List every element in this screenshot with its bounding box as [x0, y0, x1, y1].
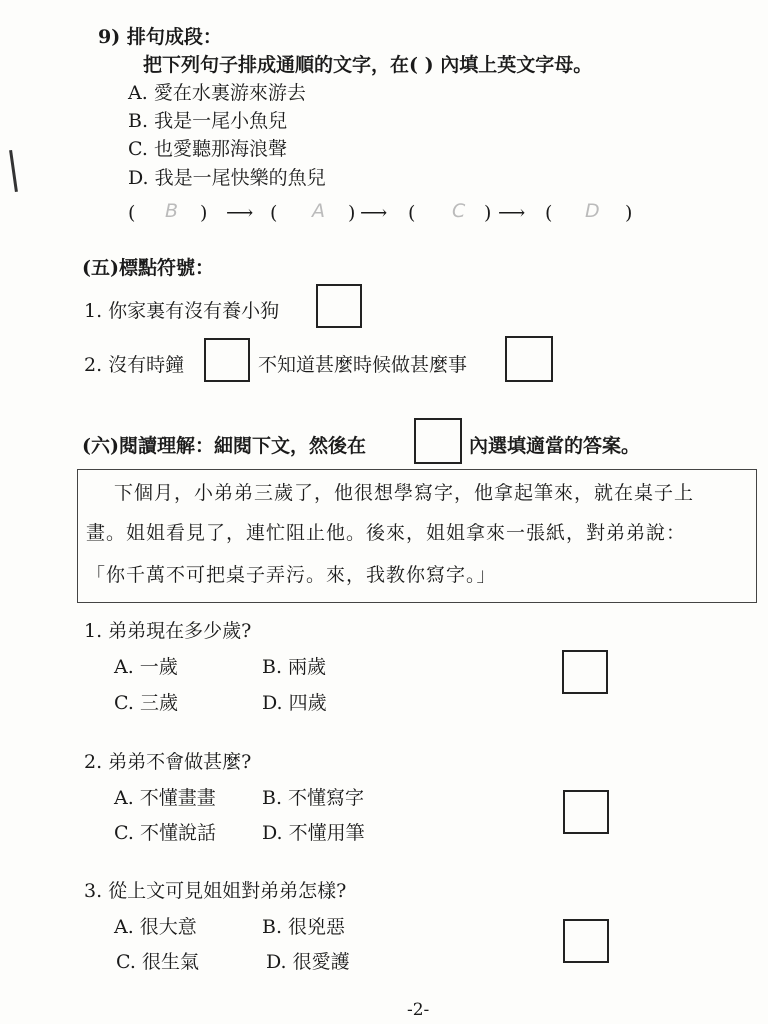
q1-option-c: C. 三歲: [114, 692, 178, 714]
answer-box-q1[interactable]: [316, 284, 362, 328]
passage-line-3: 「你千萬不可把桌子弄污。來，我教你寫字。」: [86, 564, 497, 586]
punctuation-q2b: 不知道甚麼時候做甚麼事: [258, 354, 468, 376]
option-letter: C.: [128, 138, 148, 160]
q2-option-b: B. 不懂寫字: [262, 787, 365, 809]
option-text: 也愛聽那海浪聲: [153, 138, 287, 160]
arrow-icon: ⟶: [360, 202, 388, 224]
answer-slot-2[interactable]: A: [312, 200, 325, 222]
answer-slot-4[interactable]: D: [585, 200, 600, 222]
q3-option-d: D. 很愛護: [266, 951, 350, 973]
answer-box-question-1[interactable]: [562, 650, 608, 694]
punctuation-q1: 1. 你家裏有沒有養小狗: [84, 300, 280, 322]
option-text: 我是一尾快樂的魚兒: [154, 167, 326, 189]
punctuation-q2a: 2. 沒有時鐘: [84, 354, 185, 376]
option-d: [128, 163, 326, 190]
page-number: -2-: [407, 1000, 430, 1020]
passage-line-2: 畫。姐姐看見了，連忙阻止他。後來，姐姐拿來一張紙，對弟弟說：: [86, 522, 687, 544]
question-3: 3. 從上文可見姐姐對弟弟怎樣?: [84, 880, 347, 902]
answer-slot-3[interactable]: C: [452, 200, 466, 222]
answer-box-q2a[interactable]: [204, 338, 250, 382]
instruction-box: [414, 418, 462, 464]
q3-option-c: C. 很生氣: [116, 951, 199, 973]
answer-slot-1[interactable]: B: [165, 200, 179, 222]
question-2: 2. 弟弟不會做甚麼?: [84, 751, 252, 773]
q1-option-a: A. 一歲: [114, 656, 178, 678]
q3-option-a: A. 很大意: [114, 916, 197, 938]
q1-option-b: B. 兩歲: [262, 656, 327, 678]
option-text: 愛在水裏游來游去: [153, 82, 306, 104]
option-a: [128, 78, 306, 105]
answer-box-question-3[interactable]: [563, 919, 609, 963]
arrow-icon: ⟶: [226, 202, 254, 224]
section6-heading-a: (六)閱讀理解：細閱下文，然後在: [82, 435, 366, 457]
q2-option-d: D. 不懂用筆: [262, 822, 365, 844]
arrow-icon: ⟶: [498, 202, 526, 224]
q1-option-d: D. 四歲: [262, 692, 327, 714]
answer-box-q2b[interactable]: [505, 336, 553, 382]
option-text: 我是一尾小魚兒: [154, 110, 288, 132]
option-letter: A.: [128, 82, 148, 104]
scan-edge-mark: [9, 150, 18, 192]
section4-instruction: 把下列句子排成通順的文字，在( ) 內填上英文字母。: [143, 54, 593, 76]
passage-line-1: 下個月，小弟弟三歲了，他很想學寫字，他拿起筆來，就在桌子上: [114, 482, 695, 504]
q3-option-b: B. 很兇惡: [262, 916, 346, 938]
option-letter: B.: [128, 110, 149, 132]
answer-box-question-2[interactable]: [563, 790, 609, 834]
q2-option-a: A. 不懂畫畫: [114, 787, 216, 809]
option-c: [128, 134, 287, 161]
option-letter: D.: [128, 167, 149, 189]
question-1: 1. 弟弟現在多少歲?: [84, 620, 252, 642]
option-b: [128, 106, 287, 133]
section4-heading: 9) 排句成段：: [98, 26, 222, 48]
q2-option-c: C. 不懂說話: [114, 822, 216, 844]
section5-heading: (五)標點符號：: [82, 257, 214, 279]
reading-passage: [77, 469, 757, 603]
section6-heading-b: 內選填適當的答案。: [469, 435, 641, 457]
